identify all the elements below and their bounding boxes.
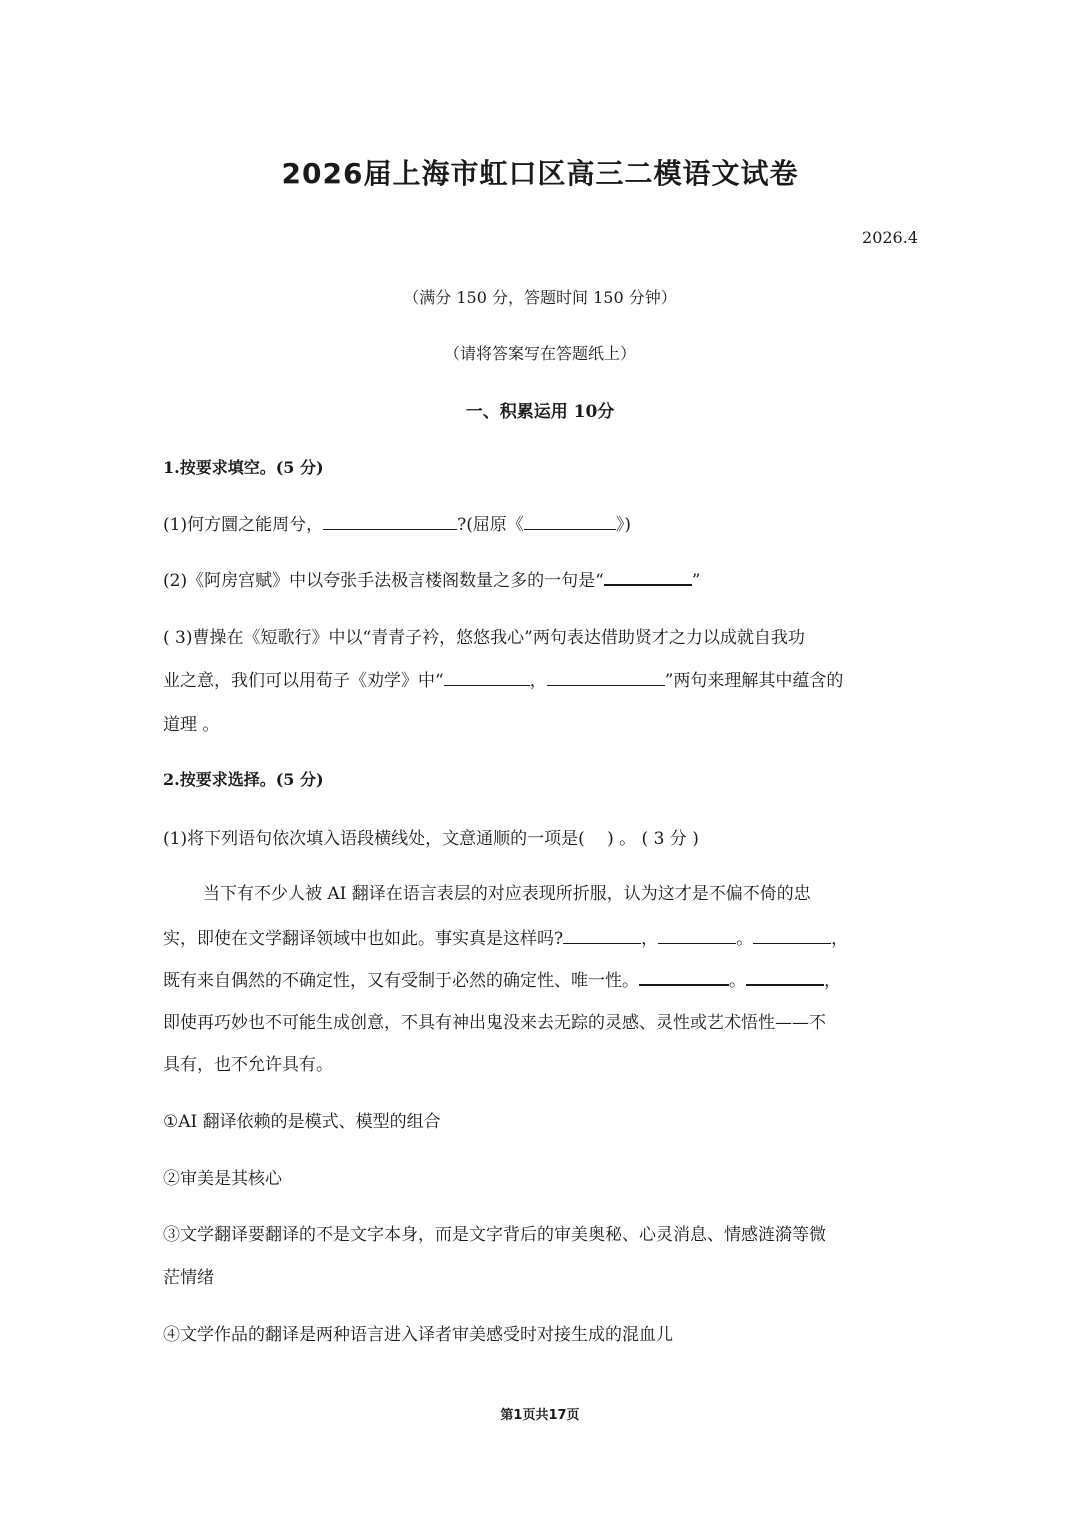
q1-item-3-line-3: 道理 。: [163, 715, 220, 735]
answer-blank[interactable]: [444, 668, 530, 686]
q1-item-2: [163, 566, 700, 591]
q1-item-3-line-1: ( 3)曹操在《短歌行》中以“青青子衿，悠悠我心”两句表达借助贤才之力以成就自我功: [163, 628, 805, 648]
passage-line-2: [163, 924, 848, 949]
score-time-note: （满分 150 分，答题时间 150 分钟）: [403, 288, 677, 307]
answer-blank[interactable]: [639, 967, 729, 986]
passage-punct: ，: [824, 971, 841, 991]
option-1: ①AI 翻译依赖的是模式、模型的组合: [163, 1112, 441, 1132]
passage-punct: ，: [641, 929, 659, 949]
exam-date: 2026.4: [862, 228, 918, 247]
section-heading: 一、积累运用 10分: [465, 402, 615, 422]
answer-blank[interactable]: [604, 567, 692, 586]
answer-blank[interactable]: [746, 967, 824, 986]
answer-blank[interactable]: [524, 512, 616, 530]
q1-item-3-line-2: [163, 666, 843, 691]
passage-punct: 。: [736, 929, 754, 949]
option-3-continued: 茫情绪: [163, 1268, 214, 1288]
q1-item-1: [163, 510, 631, 535]
q1-item-2-text: (2)《阿房宫赋》中以夸张手法极言楼阁数量之多的一句是“: [163, 571, 604, 591]
q2-item-1: (1)将下列语句依次填入语段横线处，文意通顺的一项是( ) 。 ( 3 分 ): [163, 829, 699, 849]
passage-punct: 。: [729, 971, 746, 991]
q1-item-1-close: 》): [615, 515, 631, 535]
q1-item-3-text: 业之意，我们可以用荀子《劝学》中“: [163, 671, 444, 691]
answer-blank[interactable]: [547, 668, 665, 686]
passage-line-3: [163, 966, 841, 991]
exam-title: 2026届上海市虹口区高三二模语文试卷: [281, 157, 799, 190]
q1-item-1-text: (1)何方圜之能周兮，: [163, 515, 324, 535]
answer-blank[interactable]: [753, 926, 831, 944]
option-4: ④文学作品的翻译是两种语言进入译者审美感受时对接生成的混血儿: [163, 1325, 673, 1345]
page-number: 第1页共17页: [500, 1408, 580, 1423]
passage-punct: ，: [831, 929, 849, 949]
passage-text: 实，即使在文学翻译领域中也如此。事实真是这样吗?: [163, 929, 564, 949]
q1-item-3-tail: ”两句来理解其中蕴含的: [664, 671, 844, 691]
option-3: ③文学翻译要翻译的不是文字本身，而是文字背后的审美奥秘、心灵消息、情感涟漪等微: [163, 1225, 826, 1245]
question-2-heading: 2.按要求选择。(5 分): [163, 770, 324, 789]
option-2: ②审美是其核心: [163, 1169, 282, 1189]
q1-item-1-source: ?(屈原《: [457, 515, 524, 535]
answer-blank[interactable]: [323, 512, 457, 530]
q1-item-3-comma: ，: [529, 671, 547, 691]
answer-blank[interactable]: [658, 926, 736, 944]
passage-text: 既有来自偶然的不确定性，又有受制于必然的确定性、唯一性。: [163, 971, 639, 991]
answer-instruction: （请将答案写在答题纸上）: [443, 344, 636, 363]
passage-line-5: 具有，也不允许具有。: [163, 1055, 333, 1075]
passage-line-1: 当下有不少人被 AI 翻译在语言表层的对应表现所折服，认为这才是不偏不倚的忠: [203, 884, 811, 904]
question-1-heading: 1.按要求填空。(5 分): [163, 458, 324, 477]
q1-item-2-close: ”: [691, 571, 701, 591]
answer-blank[interactable]: [563, 926, 641, 944]
passage-line-4: 即使再巧妙也不可能生成创意，不具有神出鬼没来去无踪的灵感、灵性或艺术悟性——不: [163, 1013, 826, 1033]
